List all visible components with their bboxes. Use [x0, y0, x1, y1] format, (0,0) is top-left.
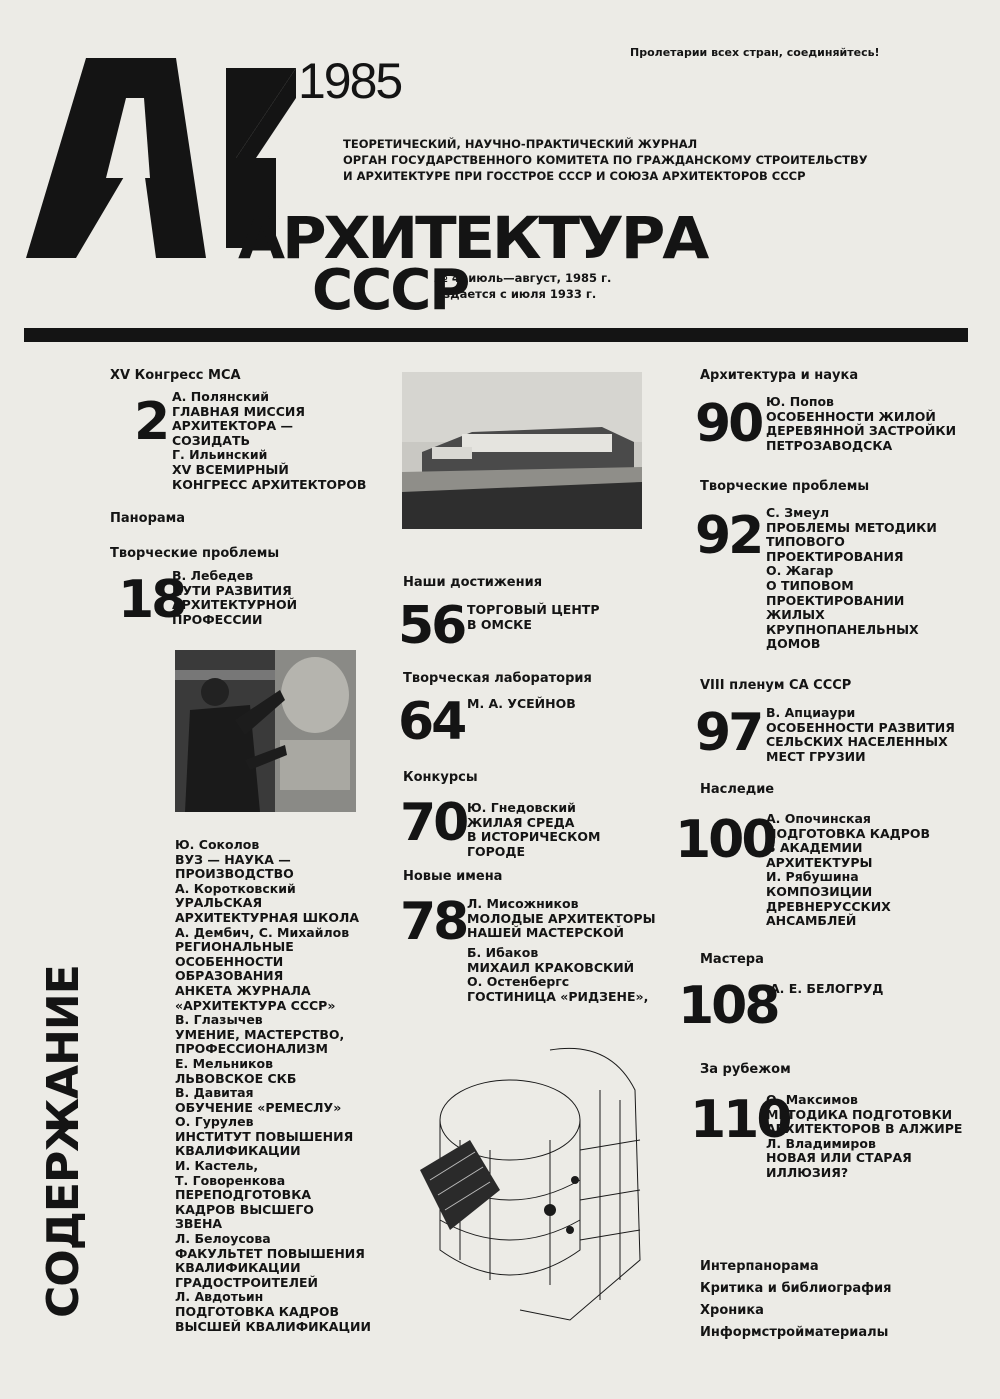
- subtitle-line: И АРХИТЕКТУРЕ ПРИ ГОССТРОЕ СССР И СОЮЗА АРХИТЕКТОРОВ СССР: [343, 169, 806, 183]
- section-heading: Архитектура и наука: [700, 368, 859, 383]
- page-number: 97: [695, 703, 762, 763]
- page-number: 2: [134, 392, 168, 452]
- section-heading: Панорама: [110, 511, 186, 526]
- article-entry: ТОРГОВЫЙ ЦЕНТР В ОМСКЕ: [467, 602, 600, 632]
- article-entry: Б. Ибаков МИХАИЛ КРАКОВСКИЙ О. Остенбергс ГОСТИНИЦА «РИДЗЕНЕ»,: [467, 945, 649, 1004]
- section-heading: Хроника: [700, 1303, 764, 1318]
- subtitle-line: ТЕОРЕТИЧЕСКИЙ, НАУЧНО-ПРАКТИЧЕСКИЙ ЖУРНАЛ: [343, 137, 698, 151]
- magazine-title-sub: СССР: [312, 258, 469, 323]
- article-entry: В. Апциаури ОСОБЕННОСТИ РАЗВИТИЯ СЕЛЬСКИХ НАСЕЛЕННЫХ МЕСТ ГРУЗИИ: [766, 705, 955, 764]
- slogan: Пролетарии всех стран, соединяйтесь!: [630, 46, 880, 59]
- section-heading: Творческая лаборатория: [403, 671, 592, 686]
- article-entry: Ю. Попов ОСОБЕННОСТИ ЖИЛОЙ ДЕРЕВЯННОЙ ЗАСТРОЙКИ ПЕТРОЗАВОДСКА: [766, 394, 957, 453]
- page-number: 64: [398, 692, 465, 752]
- issue-year: 1985: [298, 53, 402, 109]
- section-heading: За рубежом: [700, 1062, 791, 1077]
- article-list: Ю. Соколов ВУЗ — НАУКА — ПРОИЗВОДСТВО А. Коротковский УРАЛЬСКАЯ АРХИТЕКТУРНАЯ ШКОЛА А. Дембич, С. Михайлов РЕГИОНАЛЬНЫЕ ОСОБЕННОСТИ ОБРАЗОВАНИЯ АНКЕТА ЖУРНАЛА «АРХИТЕКТУРА СССР» В. Глазычев УМЕНИЕ, МАСТЕРСТВО, ПРОФЕССИОНАЛИЗМ Е. Мельников ЛЬВОВСКОЕ СКБ В. Давитая ОБУЧЕНИЕ «РЕМЕСЛУ» О. Гурулев ИНСТИТУТ ПОВЫШЕНИЯ КВАЛИФИКАЦИИ И. Кастель, Т. Говоренкова ПЕРЕПОДГОТОВКА КАДРОВ ВЫСШЕГО ЗВЕНА Л. Белоусова ФАКУЛЬТЕТ ПОВЫШЕНИЯ КВАЛИФИКАЦИИ ГРАДОСТРОИТЕЛЕЙ Л. Авдотьин ПОДГОТОВКА КАДРОВ ВЫСШЕЙ КВАЛИФИКАЦИИ: [175, 837, 371, 1334]
- article-entry: А. Опочинская ПОДГОТОВКА КАДРОВ В АКАДЕМИИ АРХИТЕКТУРЫ И. Рябушина КОМПОЗИЦИИ ДРЕВНЕРУССКИХ АНСАМБЛЕЙ: [766, 811, 931, 929]
- article-entry: О. Максимов МЕТОДИКА ПОДГОТОВКИ АРХИТЕКТОРОВ В АЛЖИРЕ Л. Владимиров НОВАЯ ИЛИ СТАРАЯ ИЛЛЮЗИЯ?: [766, 1092, 963, 1180]
- section-heading: Наследие: [700, 782, 775, 797]
- axonometric-drawing: [400, 1030, 656, 1326]
- section-heading: Информстройматериалы: [700, 1325, 889, 1340]
- article-entry: Л. Мисожников МОЛОДЫЕ АРХИТЕКТОРЫ НАШЕЙ МАСТЕРСКОЙ: [467, 896, 656, 941]
- page-number: 56: [398, 596, 465, 656]
- section-heading: Конкурсы: [403, 770, 478, 785]
- contents-label: СОДЕРЖАНИЕ: [38, 965, 89, 1318]
- page-number: 18: [118, 570, 185, 630]
- photo-sculptor: [175, 650, 356, 812]
- issue-number: № 4, июль—август, 1985 г.: [434, 271, 612, 285]
- issue-since: Издается с июля 1933 г.: [434, 287, 597, 301]
- magazine-title: АРХИТЕКТУРА: [238, 204, 707, 272]
- page-number: 78: [400, 892, 467, 952]
- article-entry: Ю. Гнедовский ЖИЛАЯ СРЕДА В ИСТОРИЧЕСКОМ ГОРОДЕ: [467, 800, 601, 859]
- section-heading: Наши достижения: [403, 575, 543, 590]
- section-heading: Интерпанорама: [700, 1259, 819, 1274]
- page-number: 108: [678, 976, 778, 1036]
- header-rule: [24, 328, 968, 342]
- page-number: 110: [690, 1090, 790, 1150]
- issue-info: [434, 270, 611, 302]
- page-number: 70: [400, 793, 467, 853]
- section-heading: Новые имена: [403, 869, 503, 884]
- section-heading: VIII пленум СА СССР: [700, 678, 852, 693]
- article-entry: С. Змеул ПРОБЛЕМЫ МЕТОДИКИ ТИПОВОГО ПРОЕКТИРОВАНИЯ О. Жагар О ТИПОВОМ ПРОЕКТИРОВАНИИ ЖИЛЫХ КРУПНОПАНЕЛЬНЫХ ДОМОВ: [766, 505, 937, 652]
- section-heading: Творческие проблемы: [110, 546, 280, 561]
- article-entry: В. Лебедев ПУТИ РАЗВИТИЯ АРХИТЕКТУРНОЙ ПРОФЕССИИ: [172, 568, 298, 627]
- article-entry: А. Е. БЕЛОГРУД: [770, 981, 884, 996]
- section-heading: XV Конгресс МСА: [110, 368, 241, 383]
- section-heading: Творческие проблемы: [700, 479, 870, 494]
- article-entry: М. А. УСЕЙНОВ: [467, 696, 576, 711]
- section-heading: Критика и библиография: [700, 1281, 892, 1296]
- photo-shopping-center: [402, 372, 642, 529]
- subtitle-line: ОРГАН ГОСУДАРСТВЕННОГО КОМИТЕТА ПО ГРАЖДАНСКОМУ СТРОИТЕЛЬСТВУ: [343, 153, 868, 167]
- page-number: 92: [695, 506, 762, 566]
- bottom-sections: [700, 1256, 892, 1344]
- page-number: 90: [695, 394, 762, 454]
- article-entry: А. Полянский ГЛАВНАЯ МИССИЯ АРХИТЕКТОРА — СОЗИДАТЬ Г. Ильинский XV ВСЕМИРНЫЙ КОНГРЕСС АРХИТЕКТОРОВ: [172, 389, 367, 492]
- section-heading: Мастера: [700, 952, 764, 967]
- page-number: 100: [675, 810, 775, 870]
- journal-subtitle: [343, 136, 868, 184]
